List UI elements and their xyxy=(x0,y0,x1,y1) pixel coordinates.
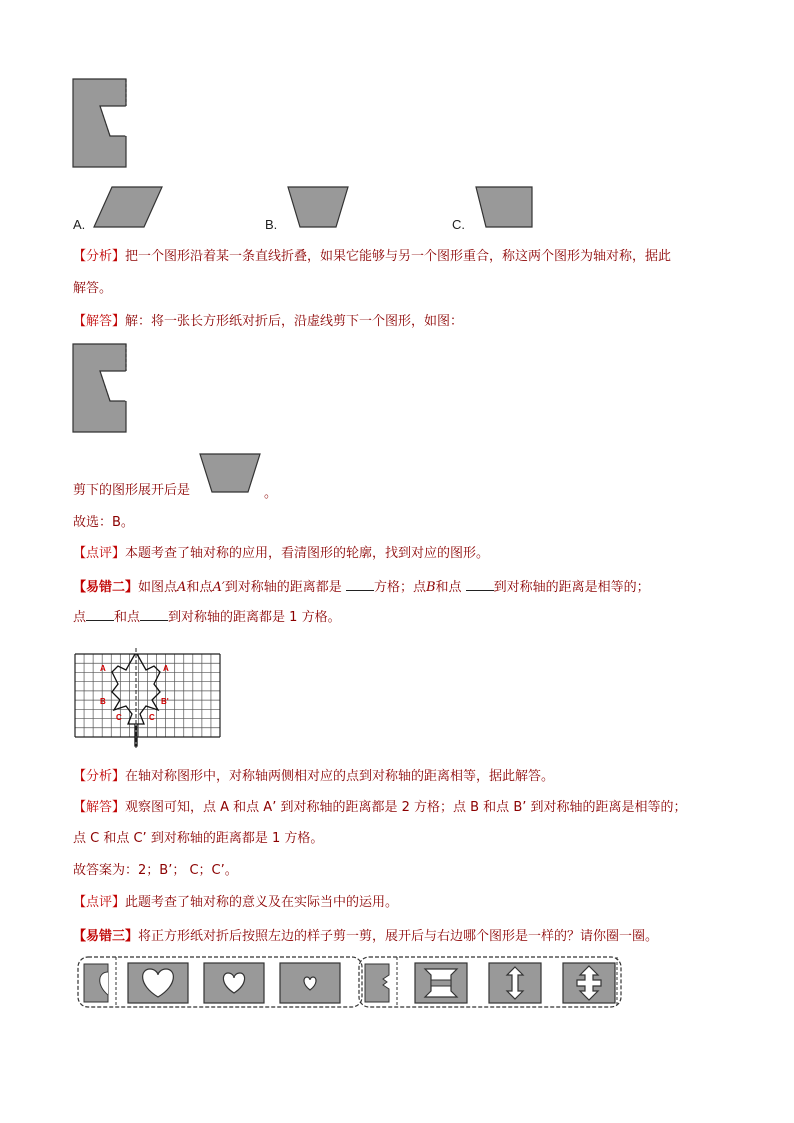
folded-paper-figure-2 xyxy=(72,343,128,435)
option-c-label[interactable]: C. xyxy=(452,217,465,232)
symmetry-grid-figure xyxy=(74,648,222,748)
comment-1 xyxy=(73,545,489,563)
analysis-1-line-2: 解答。 xyxy=(73,281,113,296)
solution-1 xyxy=(73,313,463,331)
heart-option-1[interactable] xyxy=(128,963,188,1003)
arrow-option-3[interactable] xyxy=(563,963,615,1003)
question-2-line-1: 【易错二】如图点A和点A′到对称轴的距离都是 方格；点B和点 到对称轴的距离是相等的； xyxy=(73,580,650,595)
grid-label-b-prime: B' xyxy=(161,697,169,706)
answer-2: 故答案为：2；B’； C；C’。 xyxy=(73,863,238,878)
comment-tag: 【点评】 xyxy=(73,546,126,561)
question-3 xyxy=(73,928,658,946)
grid-label-c: C xyxy=(116,713,122,722)
grid-label-c-prime: C xyxy=(149,713,155,722)
arrow-option-1[interactable] xyxy=(415,963,467,1003)
heart-option-3[interactable] xyxy=(280,963,340,1003)
analysis-tag: 【分析】 xyxy=(73,769,126,784)
question-2-line-2: 点 和点 到对称轴的距离都是 1 方格。 xyxy=(73,610,341,625)
folded-paper-figure-1 xyxy=(72,78,128,170)
blank-1[interactable] xyxy=(346,578,374,591)
solution-tag: 【解答】 xyxy=(73,800,126,815)
solution-2-line-2: 点 C 和点 C’ 到对称轴的距离都是 1 方格。 xyxy=(73,831,324,846)
result-trapezoid xyxy=(198,452,262,496)
option-b-trapezoid[interactable] xyxy=(286,185,350,229)
blank-4[interactable] xyxy=(140,608,168,621)
folded-arrow-shape xyxy=(365,964,389,1002)
solution-text: 观察图可知，点 A 和点 A’ 到对称轴的距离都是 2 方格；点 B 和点 B’ 到对称轴的距离是相等的； xyxy=(125,800,687,815)
analysis-text: 在轴对称图形中，对称轴两侧相对应的点到对称轴的距离相等，据此解答。 xyxy=(125,769,555,784)
option-b-label[interactable]: B. xyxy=(265,217,278,232)
solution-tag: 【解答】 xyxy=(73,314,126,329)
blank-2[interactable] xyxy=(466,578,494,591)
folded-heart-shape xyxy=(84,964,108,1002)
analysis-2 xyxy=(73,768,554,786)
option-a-label[interactable]: A. xyxy=(73,217,86,232)
question-text: 将正方形纸对折后按照左边的样子剪一剪，展开后与右边哪个图形是一样的？请你圈一圈。 xyxy=(138,929,659,944)
choice-1: 故选：B。 xyxy=(73,515,134,530)
analysis-text: 把一个图形沿着某一条直线折叠，如果它能够与另一个图形重合，称这两个图形为轴对称，据此 xyxy=(125,249,672,264)
comment-text: 此题考查了轴对称的意义及在实际当中的运用。 xyxy=(125,895,399,910)
result-end: 。 xyxy=(264,486,278,501)
heart-puzzle-box xyxy=(76,955,366,1011)
grid-label-b: B xyxy=(100,697,106,706)
option-a-parallelogram[interactable] xyxy=(92,185,164,229)
result-1 xyxy=(73,482,190,500)
arrow-puzzle-box xyxy=(357,955,625,1011)
analysis-tag: 【分析】 xyxy=(73,249,126,264)
grid-label-a-prime: A xyxy=(163,664,169,673)
solution-2-line-1 xyxy=(73,799,687,817)
solution-text: 解：将一张长方形纸对折后，沿虚线剪下一个图形，如图： xyxy=(125,314,464,329)
comment-text: 本题考查了轴对称的应用，看清图形的轮廓，找到对应的图形。 xyxy=(125,546,490,561)
option-c-trapezoid[interactable] xyxy=(474,185,534,229)
heart-option-2[interactable] xyxy=(204,963,264,1003)
arrow-option-2[interactable] xyxy=(489,963,541,1003)
analysis-1-line-1 xyxy=(73,248,671,266)
question-tag: 【易错三】 xyxy=(73,929,139,944)
comment-tag: 【点评】 xyxy=(73,895,126,910)
question-tag: 【易错二】 xyxy=(73,580,139,595)
blank-3[interactable] xyxy=(86,608,114,621)
result-text: 剪下的图形展开后是 xyxy=(73,483,191,498)
grid-label-a: A xyxy=(100,664,106,673)
comment-2 xyxy=(73,894,398,912)
